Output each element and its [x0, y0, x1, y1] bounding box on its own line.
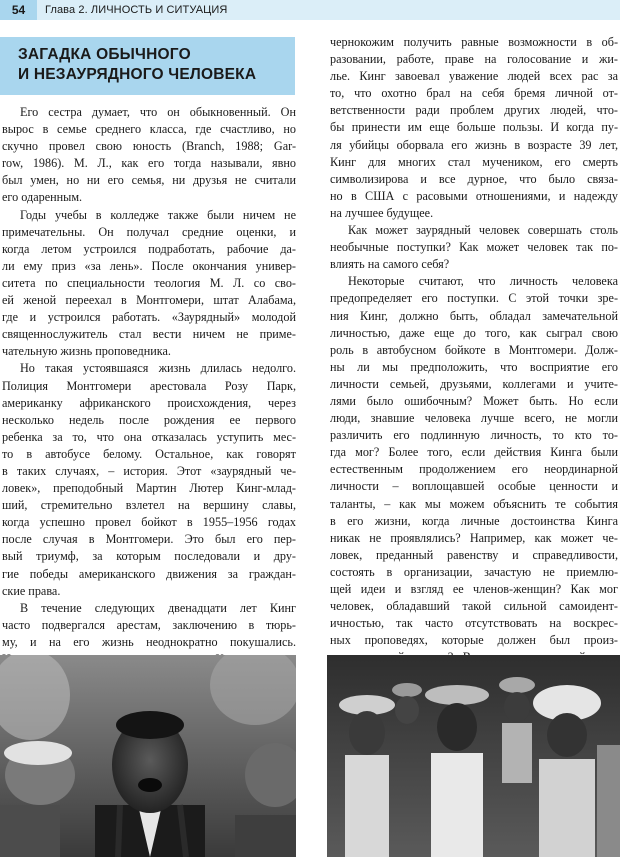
- text-line: щей идеи и взгляд ее членов-женщин? Как мог: [330, 582, 618, 596]
- text-line: Кинг для многих стал мучеником, его смерть: [330, 154, 618, 169]
- photo-march-crowd-image: [327, 655, 620, 857]
- text-line: когда успешно провел бойкот в 1955–1956 годах: [2, 515, 296, 530]
- section-title: [0, 37, 295, 95]
- text-line: предопределяет его поступки. С этой точки зре-: [330, 291, 618, 306]
- text-line: вый триумф, за которым последовали и дру-: [2, 549, 296, 564]
- text-line: му, и на его жизнь неоднократно покушались.: [2, 634, 296, 649]
- left-text-column: [2, 104, 296, 719]
- text-line: ля убийцы оборвала его жизнь в возрасте 39 лет,: [330, 137, 618, 152]
- text-line: таланты, – как мы можем объяснить те события: [330, 496, 618, 511]
- text-line: скучно провел свою юность (Branch, 1988; Gar-: [2, 139, 296, 154]
- text-line: американку африканского происхождения, через: [2, 395, 296, 410]
- text-line: чернокожим получить равные возможности в об-: [330, 35, 618, 49]
- text-line: его одаренным.: [2, 190, 83, 205]
- text-line: личностью, даже еще до того, как сыграл свою: [330, 325, 618, 340]
- text-line: лями было ошибочным? Может быть. Но если: [330, 393, 618, 408]
- text-line: часто подвергался арестам, заключению в тюрь-: [2, 617, 296, 632]
- text-line: несколько недель после рождения ее первого: [2, 412, 296, 427]
- text-line: ли ему приз «за лень». После окончания универ-: [2, 258, 296, 273]
- text-line: то, что охотно брал на себя бремя личной от-: [330, 86, 618, 101]
- text-line: лье. Кинг завоевал уважение людей всех рас за: [330, 69, 618, 84]
- text-line: ловек», преподобный Мартин Лютер Кинг-млад-: [2, 481, 296, 496]
- page-number: 54: [0, 0, 37, 20]
- chapter-title: Глава 2. ЛИЧНОСТЬ И СИТУАЦИЯ: [45, 4, 228, 16]
- text-line: ший, стремительно взлетел на вершину славы,: [2, 498, 296, 513]
- text-line: в его жизни, когда личные достоинства Кинга: [330, 513, 618, 528]
- text-line: ситета по специальности теология М. Л. со сво-: [2, 275, 296, 290]
- text-line: В течение следующих двенадцати лет Кинг: [20, 600, 296, 615]
- text-line: ичностью, так часто отсутствовать на воскрес-: [330, 616, 618, 631]
- text-line: различить его подлинную личность, то кто то-: [330, 428, 618, 443]
- text-line: ния Кинг, должно быть, обладал замечательной: [330, 308, 618, 323]
- text-line: где и устроился работать. «Заурядный» молодой: [2, 310, 296, 325]
- text-line: в таких случаях, – история. Этот «заурядный че-: [2, 463, 296, 478]
- text-line: разовании, работе, праве на голосование и жи-: [330, 52, 618, 67]
- text-line: человек, обладавший такой сильной самоидент-: [330, 599, 618, 614]
- text-line: примечательны. Он получал средние оценки, и: [2, 224, 296, 239]
- text-line: роль в автобусном бойкоте в Монтгомери. Долж-: [330, 342, 618, 357]
- text-line: бы принести им еще больше пользы. И когда пу-: [330, 120, 618, 135]
- text-line: никак не проявлялись? Например, как может че-: [330, 530, 618, 545]
- text-line: необычные поступки? Как может человек так по-: [330, 240, 618, 255]
- text-line: гие победы американского движения за граждан-: [2, 566, 296, 581]
- text-line: Годы учебы в колледже также были ничем не: [20, 207, 296, 222]
- text-line: когда летом устроился подработать, рабочие да-: [2, 241, 296, 256]
- text-line: ных проповедях, которые должен был произ-: [330, 633, 618, 648]
- text-line: ей женой переехал в Монтгомери, штат Алабама,: [2, 293, 296, 308]
- text-line: Полиция Монтгомери арестовала Розу Парк,: [2, 378, 296, 393]
- text-line: Но такая устоявшаяся жизнь длилась недолго.: [20, 361, 296, 376]
- text-line: священнослужитель стал вести ничем не приме-: [2, 327, 296, 342]
- text-line: то в автобусе белому. Остальное, как говорят: [2, 446, 296, 461]
- text-line: ские права.: [2, 583, 61, 598]
- text-line: чательную жизнь проповедника.: [2, 344, 171, 359]
- text-line: влиять на самого себя?: [330, 257, 450, 272]
- text-line: на лучшее будущее.: [330, 205, 434, 220]
- text-line: естественным продолжением его неординарной: [330, 462, 618, 477]
- text-line: гда мог? Более того, если действия Кинга были: [330, 445, 618, 460]
- right-text-column: [330, 34, 618, 735]
- text-line: символизирова и все дурное, что было связа-: [330, 171, 618, 186]
- section-title-line-2: И НЕЗАУРЯДНОГО ЧЕЛОВЕКА: [18, 66, 257, 83]
- text-line: личности семьей, друзьями, коллегами и учите-: [330, 376, 618, 391]
- text-line: ны ли мы предположить, что восприятие его: [330, 359, 618, 374]
- text-line: личности – воплощавшей особые ценности и: [330, 479, 618, 494]
- text-line: вырос в семье среднего класса, где счастливо, но: [2, 122, 296, 137]
- text-line: люди, знавшие человека лучше всего, не могли: [330, 411, 618, 426]
- photo-march-crowd: [327, 655, 620, 857]
- photo-king-speaking-image: [0, 655, 296, 857]
- text-line: ловек, преданный равенству и справедливости,: [330, 547, 618, 562]
- text-line: Как может заурядный человек совершать столь: [348, 223, 618, 238]
- text-line: Его сестра думает, что он обыкновенный. Он: [20, 105, 296, 119]
- text-line: после случая в Монтгомери. Это был его пер-: [2, 532, 296, 547]
- text-line: состоять в организации, зачастую не приемлю-: [330, 564, 618, 579]
- text-line: row, 1986). М. Л., как его тогда называли, явно: [2, 156, 296, 171]
- text-line: ребенка за то, что она отказалась уступить мес-: [2, 429, 296, 444]
- section-title-line-1: ЗАГАДКА ОБЫЧНОГО: [18, 46, 191, 63]
- photo-king-speaking: [0, 655, 296, 857]
- text-line: был умен, но ни его семья, ни друзья не считали: [2, 173, 296, 188]
- text-line: Некоторые считают, что личность человека: [348, 274, 618, 289]
- text-line: ветственности ради проблем других людей, что-: [330, 103, 618, 118]
- text-line: но в США с расовыми отношениями, и надежду: [330, 188, 618, 203]
